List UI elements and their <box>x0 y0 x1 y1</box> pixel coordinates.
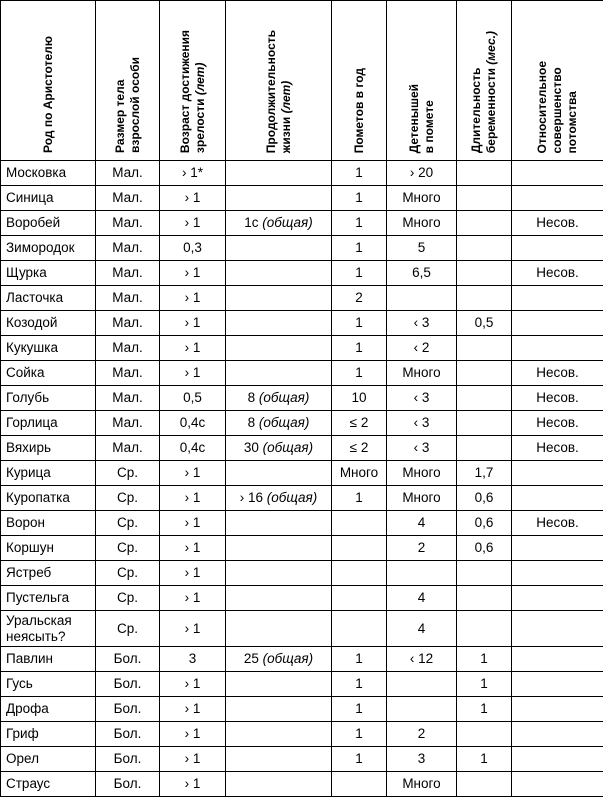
value-cell <box>512 161 603 186</box>
value-cell <box>226 161 332 186</box>
value-cell: 2 <box>387 722 457 747</box>
value-cell: Бол. <box>96 722 160 747</box>
value-cell: Мал. <box>96 211 160 236</box>
value-cell: Мал. <box>96 186 160 211</box>
value-cell: › 1 <box>160 586 226 611</box>
value-cell: Много <box>332 461 387 486</box>
genus-cell: Вяхирь <box>1 436 96 461</box>
genus-cell: Коршун <box>1 536 96 561</box>
value-cell <box>226 722 332 747</box>
value-cell <box>226 461 332 486</box>
value-cell: Много <box>387 486 457 511</box>
value-cell: 0,5 <box>457 311 512 336</box>
genus-cell: Горлица <box>1 411 96 436</box>
value-cell <box>512 586 603 611</box>
genus-cell: Голубь <box>1 386 96 411</box>
value-cell <box>387 561 457 586</box>
value-cell: 8 (общая) <box>226 386 332 411</box>
value-cell: 4 <box>387 511 457 536</box>
value-cell: 1 <box>332 486 387 511</box>
value-cell: 1 <box>332 647 387 672</box>
value-cell <box>457 411 512 436</box>
value-cell <box>457 611 512 647</box>
genus-cell: Кукушка <box>1 336 96 361</box>
value-cell: Много <box>387 772 457 797</box>
value-cell <box>332 611 387 647</box>
value-cell: › 1* <box>160 161 226 186</box>
value-cell: Ср. <box>96 561 160 586</box>
value-cell: 1 <box>457 747 512 772</box>
value-cell: › 1 <box>160 511 226 536</box>
table-body <box>1 161 603 797</box>
value-cell: Много <box>387 186 457 211</box>
genus-cell: Воробей <box>1 211 96 236</box>
value-cell <box>512 186 603 211</box>
column-header-label: Относительное совершенство потомства <box>535 60 579 153</box>
value-cell: › 1 <box>160 286 226 311</box>
value-cell: › 1 <box>160 561 226 586</box>
table-row <box>1 311 603 336</box>
genus-cell: Орел <box>1 747 96 772</box>
value-cell: 1 <box>332 697 387 722</box>
table-row <box>1 561 603 586</box>
table-header <box>1 1 603 161</box>
column-header-label: Пометов в год <box>351 67 366 153</box>
value-cell <box>457 336 512 361</box>
genus-cell: Дрофа <box>1 697 96 722</box>
value-cell <box>457 361 512 386</box>
value-cell: 1 <box>332 361 387 386</box>
table-row <box>1 536 603 561</box>
value-cell <box>512 611 603 647</box>
value-cell <box>512 772 603 797</box>
value-cell: Мал. <box>96 286 160 311</box>
column-header-1 <box>1 1 96 161</box>
value-cell: Ср. <box>96 536 160 561</box>
value-cell: 0,6 <box>457 486 512 511</box>
value-cell: › 1 <box>160 536 226 561</box>
value-cell <box>226 561 332 586</box>
value-cell: ≤ 2 <box>332 411 387 436</box>
value-cell <box>226 186 332 211</box>
column-header-4 <box>226 1 332 161</box>
value-cell: 2 <box>332 286 387 311</box>
value-cell <box>226 286 332 311</box>
value-cell: ‹ 12 <box>387 647 457 672</box>
column-header-label: Возраст достижения зрелости (лет) <box>177 29 207 153</box>
genus-cell: Синица <box>1 186 96 211</box>
value-cell <box>226 361 332 386</box>
column-header-label: Род по Аристотелю <box>40 36 55 153</box>
value-cell <box>457 586 512 611</box>
value-cell: Ср. <box>96 461 160 486</box>
table-row <box>1 647 603 672</box>
value-cell <box>226 511 332 536</box>
table-row <box>1 586 603 611</box>
genus-cell: Страус <box>1 772 96 797</box>
header-row <box>1 1 603 161</box>
value-cell: Мал. <box>96 436 160 461</box>
column-header-3 <box>160 1 226 161</box>
genus-cell: Уральская неясыть? <box>1 611 96 647</box>
table-row <box>1 386 603 411</box>
value-cell: Ср. <box>96 611 160 647</box>
value-cell: › 1 <box>160 186 226 211</box>
value-cell <box>457 386 512 411</box>
table-row <box>1 436 603 461</box>
value-cell <box>512 236 603 261</box>
table-row <box>1 486 603 511</box>
column-header-label: Детенышей в помете <box>406 83 436 153</box>
value-note: (общая) <box>258 415 310 431</box>
value-cell <box>457 436 512 461</box>
value-cell: Бол. <box>96 747 160 772</box>
genus-cell: Зимородок <box>1 236 96 261</box>
column-header-8 <box>512 1 603 161</box>
value-cell <box>332 772 387 797</box>
value-cell <box>512 286 603 311</box>
genus-cell: Гусь <box>1 672 96 697</box>
value-cell: ‹ 3 <box>387 411 457 436</box>
value-cell <box>332 561 387 586</box>
value-cell <box>457 561 512 586</box>
column-header-6 <box>387 1 457 161</box>
value-cell: Мал. <box>96 311 160 336</box>
value-cell <box>512 747 603 772</box>
table-row <box>1 236 603 261</box>
value-cell: › 20 <box>387 161 457 186</box>
value-cell <box>226 672 332 697</box>
value-cell <box>457 211 512 236</box>
value-cell: 2 <box>387 536 457 561</box>
value-cell: Мал. <box>96 386 160 411</box>
value-cell <box>457 261 512 286</box>
value-cell: › 1 <box>160 361 226 386</box>
table-row <box>1 186 603 211</box>
value-cell: Ср. <box>96 511 160 536</box>
value-cell <box>512 697 603 722</box>
column-header-7 <box>457 1 512 161</box>
value-cell: ‹ 2 <box>387 336 457 361</box>
value-cell <box>512 486 603 511</box>
value-cell: 1,7 <box>457 461 512 486</box>
value-cell: Много <box>387 361 457 386</box>
value-cell: Несов. <box>512 361 603 386</box>
value-cell: 0,3 <box>160 236 226 261</box>
value-cell: › 1 <box>160 722 226 747</box>
value-cell <box>457 236 512 261</box>
column-header-5 <box>332 1 387 161</box>
value-cell: › 16 (общая) <box>226 486 332 511</box>
value-cell <box>512 672 603 697</box>
value-cell <box>332 586 387 611</box>
value-cell: › 1 <box>160 486 226 511</box>
value-cell: › 1 <box>160 611 226 647</box>
table-row <box>1 511 603 536</box>
value-cell: › 1 <box>160 672 226 697</box>
value-cell <box>332 536 387 561</box>
value-cell: 10 <box>332 386 387 411</box>
genus-cell: Павлин <box>1 647 96 672</box>
value-cell: Бол. <box>96 772 160 797</box>
genus-cell: Пустельга <box>1 586 96 611</box>
value-cell <box>512 647 603 672</box>
value-cell: 8 (общая) <box>226 411 332 436</box>
value-cell: 1 <box>332 722 387 747</box>
value-cell: 1 <box>332 336 387 361</box>
value-cell: 0,4с <box>160 436 226 461</box>
value-cell: 1 <box>332 672 387 697</box>
value-cell: › 1 <box>160 336 226 361</box>
value-cell <box>512 336 603 361</box>
value-cell <box>226 236 332 261</box>
value-cell: Много <box>387 461 457 486</box>
value-cell: ≤ 2 <box>332 436 387 461</box>
value-cell: 1 <box>457 672 512 697</box>
value-note: (общая) <box>258 390 310 406</box>
value-cell: 1 <box>332 211 387 236</box>
header-unit-note: (лет) <box>278 80 293 114</box>
table-row <box>1 336 603 361</box>
genus-cell: Ласточка <box>1 286 96 311</box>
value-cell: 1 <box>332 747 387 772</box>
table-row <box>1 611 603 647</box>
value-cell: › 1 <box>160 461 226 486</box>
value-cell: 6,5 <box>387 261 457 286</box>
value-cell: 1с (общая) <box>226 211 332 236</box>
value-cell <box>457 772 512 797</box>
value-cell: Бол. <box>96 647 160 672</box>
value-cell <box>226 261 332 286</box>
value-cell: Мал. <box>96 161 160 186</box>
table-row <box>1 722 603 747</box>
value-cell: 0,6 <box>457 511 512 536</box>
value-cell: 1 <box>332 186 387 211</box>
value-cell: › 1 <box>160 697 226 722</box>
value-cell: 3 <box>387 747 457 772</box>
table-row <box>1 361 603 386</box>
value-cell <box>387 672 457 697</box>
genus-cell: Сойка <box>1 361 96 386</box>
value-cell <box>226 772 332 797</box>
value-cell <box>387 286 457 311</box>
value-cell <box>512 536 603 561</box>
value-cell: › 1 <box>160 211 226 236</box>
column-header-2 <box>96 1 160 161</box>
value-cell <box>512 722 603 747</box>
value-cell: 0,4с <box>160 411 226 436</box>
value-cell: 4 <box>387 586 457 611</box>
value-cell: Несов. <box>512 211 603 236</box>
genus-cell: Ястреб <box>1 561 96 586</box>
value-cell: 1 <box>332 311 387 336</box>
table-row <box>1 747 603 772</box>
value-cell <box>512 461 603 486</box>
value-note: (общая) <box>262 215 313 231</box>
header-unit-note: (лет) <box>192 62 207 96</box>
value-cell: 0,5 <box>160 386 226 411</box>
value-cell: 5 <box>387 236 457 261</box>
value-cell <box>332 511 387 536</box>
value-cell <box>226 336 332 361</box>
value-cell <box>512 311 603 336</box>
value-cell: Много <box>387 211 457 236</box>
value-cell <box>226 536 332 561</box>
column-header-label: Длительность беременности (мес.) <box>469 30 498 153</box>
value-cell: Ср. <box>96 586 160 611</box>
value-cell: 0,6 <box>457 536 512 561</box>
column-header-label: Размер тела взрослой особи <box>112 57 142 153</box>
value-cell <box>457 161 512 186</box>
value-cell <box>226 747 332 772</box>
value-cell: 1 <box>457 697 512 722</box>
value-cell: ‹ 3 <box>387 436 457 461</box>
value-cell <box>226 697 332 722</box>
value-cell: Мал. <box>96 411 160 436</box>
genus-cell: Ворон <box>1 511 96 536</box>
value-cell: 1 <box>332 161 387 186</box>
genus-cell: Гриф <box>1 722 96 747</box>
value-cell: › 1 <box>160 747 226 772</box>
genus-cell: Козодой <box>1 311 96 336</box>
value-cell: ‹ 3 <box>387 386 457 411</box>
value-cell: Бол. <box>96 672 160 697</box>
value-cell: › 1 <box>160 261 226 286</box>
value-cell <box>226 611 332 647</box>
table-row <box>1 772 603 797</box>
genus-cell: Щурка <box>1 261 96 286</box>
table-row <box>1 261 603 286</box>
table-row <box>1 411 603 436</box>
value-cell: Мал. <box>96 261 160 286</box>
value-note: (общая) <box>262 651 314 667</box>
value-cell <box>457 286 512 311</box>
genus-cell: Московка <box>1 161 96 186</box>
value-cell <box>387 697 457 722</box>
value-cell: 1 <box>457 647 512 672</box>
value-cell: 1 <box>332 261 387 286</box>
genus-cell: Курица <box>1 461 96 486</box>
value-cell: 25 (общая) <box>226 647 332 672</box>
header-unit-note: (мес.) <box>484 30 498 65</box>
value-cell: Мал. <box>96 361 160 386</box>
value-cell: Бол. <box>96 697 160 722</box>
table-row <box>1 211 603 236</box>
value-cell: Несов. <box>512 436 603 461</box>
value-cell: › 1 <box>160 772 226 797</box>
value-cell: Несов. <box>512 511 603 536</box>
value-cell: Несов. <box>512 261 603 286</box>
value-cell: 1 <box>332 236 387 261</box>
value-cell: › 1 <box>160 311 226 336</box>
genus-cell: Куропатка <box>1 486 96 511</box>
value-cell: Несов. <box>512 411 603 436</box>
value-cell <box>457 722 512 747</box>
value-cell: 4 <box>387 611 457 647</box>
value-note: (общая) <box>266 490 318 506</box>
value-cell <box>457 186 512 211</box>
value-cell <box>226 311 332 336</box>
value-note: (общая) <box>262 440 314 456</box>
table-row <box>1 286 603 311</box>
value-cell: Мал. <box>96 236 160 261</box>
value-cell <box>512 561 603 586</box>
table-row <box>1 672 603 697</box>
value-cell: Ср. <box>96 486 160 511</box>
column-header-label: Продолжительность жизни (лет) <box>263 29 293 153</box>
table-row <box>1 697 603 722</box>
value-cell: 3 <box>160 647 226 672</box>
value-cell: ‹ 3 <box>387 311 457 336</box>
value-cell: Несов. <box>512 386 603 411</box>
value-cell <box>226 586 332 611</box>
value-cell: 30 (общая) <box>226 436 332 461</box>
table-row <box>1 161 603 186</box>
value-cell: Мал. <box>96 336 160 361</box>
table-row <box>1 461 603 486</box>
